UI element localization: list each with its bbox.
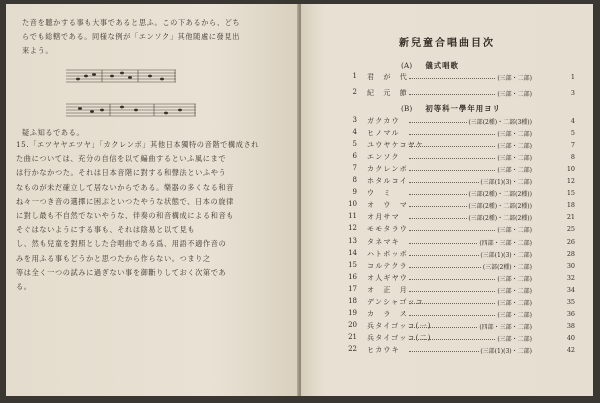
toc-item <box>301 152 593 165</box>
toc-item-number: 13 <box>348 236 357 245</box>
music-staff-1 <box>66 66 176 88</box>
toc-item-parts: (三部・二部) <box>497 167 532 175</box>
toc-item-number: 20 <box>348 320 357 329</box>
toc-item-number: 10 <box>348 200 357 209</box>
text-line: ね々一つき音の選擇に困ぷといつたやうな状態で、日本の旋律 <box>16 196 234 206</box>
text-line: そぐはないようにする事も、それは陰易と以て見も <box>16 225 196 235</box>
toc-item-parts: (四部・三部・二部) <box>479 239 532 247</box>
toc-item-number: 14 <box>348 248 357 257</box>
toc-item <box>301 273 593 286</box>
toc-item-parts: (三部(2種)・二部(2種)) <box>468 191 532 199</box>
toc-item-number: 17 <box>348 284 357 293</box>
toc-item-page: 30 <box>566 261 575 270</box>
toc-item <box>301 333 593 346</box>
toc-item <box>301 309 593 322</box>
toc-item-parts: (三部(1)(3)・二部) <box>480 251 532 259</box>
text-line: 等は全く一つの試みに過ぎない事を御斷りしておく次第であ <box>16 267 227 277</box>
toc-item-parts: (三部・二部) <box>497 299 532 307</box>
toc-item-page: 1 <box>570 73 575 81</box>
toc-item-parts: (三部・二部) <box>497 131 532 139</box>
toc-item-parts: (三部・二部) <box>497 91 532 98</box>
toc-item-number: 16 <box>348 272 357 281</box>
toc-item-parts: (三部(1)(3)・二部) <box>480 179 532 187</box>
toc-item-parts: (三部(2種)・二部) <box>482 263 532 271</box>
section-a-heading <box>401 60 459 71</box>
toc-item <box>301 200 593 213</box>
left-page <box>6 4 299 396</box>
text-line: 來よう。 <box>22 46 54 56</box>
text-line: し、然も兒童を對照とした合唱曲である爲、用語不適作音の <box>16 239 227 249</box>
text-line: みを用ふる事もどうかと思つたから作らない。つまり之 <box>16 253 211 263</box>
toc-item-title: ハトボッボ <box>367 249 408 258</box>
toc-item-number: 4 <box>352 128 357 137</box>
text-line: 15.「エツヤヤエツヤ」「カクレンボ」其他日本獨特の音階で構成され <box>16 140 260 149</box>
toc-item-page: 28 <box>566 249 575 258</box>
toc-item <box>301 249 593 262</box>
toc-item-page: 8 <box>570 153 575 162</box>
toc-item <box>301 224 593 237</box>
staff-caption: 疑ふ知るである。 <box>22 128 85 137</box>
text-line: らでも総轄である。同様な例が「エンソク」其他随處に發見出 <box>22 32 240 42</box>
toc-item-page: 32 <box>566 273 575 282</box>
toc-item-parts: (三部・二部) <box>497 275 532 283</box>
toc-item-title: オ ウ マ <box>367 201 408 210</box>
toc-item-page: 21 <box>566 213 575 222</box>
toc-item-title: オ 正 月 <box>367 285 408 294</box>
toc-item-parts: (三部(2種)・二部(3種)) <box>468 119 532 126</box>
toc-item-title: デンシャゴッコ <box>367 297 424 306</box>
toc-item-parts: (三部・二部) <box>497 155 532 163</box>
toc-item-title: 紀 元 節 <box>367 89 408 97</box>
toc-item-parts: (三部・二部) <box>497 75 532 82</box>
toc-item-number: 3 <box>352 116 357 124</box>
toc-item-page: 4 <box>570 117 575 125</box>
toc-item <box>301 164 593 177</box>
toc-item-title: ガクカウ <box>367 117 400 125</box>
toc-item-number: 2 <box>352 88 357 96</box>
toc-item-page: 5 <box>570 129 575 138</box>
toc-item-title: ユウヤケコヤケ <box>367 141 425 150</box>
toc-item-title: 兵タイゴッコ(二) <box>367 333 432 342</box>
toc-item-parts: (三部・二部) <box>497 143 532 151</box>
toc-item-number: 22 <box>348 344 357 353</box>
toc-item <box>301 345 593 358</box>
text-line: た音を聴かする事も大事であると思ふ。この下あるから、どち <box>22 18 241 27</box>
music-staff-2 <box>66 100 196 122</box>
toc-item-page: 15 <box>566 189 575 198</box>
toc-item-parts: (四部・三部・二部) <box>479 323 532 331</box>
toc-item-parts: (三部(1)(3)・二部) <box>480 347 532 355</box>
toc-item-number: 1 <box>352 72 357 80</box>
toc-item-page: 40 <box>566 333 575 342</box>
right-page <box>301 4 593 396</box>
toc-item-parts: (三部・二部) <box>497 227 532 235</box>
toc-item-title: モモタラウ <box>367 225 408 234</box>
toc-item-page: 18 <box>566 201 575 210</box>
toc-item-title: カクレンボ <box>367 165 408 174</box>
toc-item <box>301 188 593 201</box>
toc-item-page: 26 <box>566 237 575 246</box>
text-line: は行かなかつた。それは日本音階に對する和聲法といふやう <box>16 168 227 178</box>
toc-item <box>301 72 593 85</box>
toc-item <box>301 297 593 310</box>
toc-item <box>301 285 593 298</box>
toc-item-page: 12 <box>566 177 575 186</box>
toc-item-number: 15 <box>348 260 357 269</box>
section-a-title: 儀式唱歌 <box>425 61 459 70</box>
toc-item <box>301 212 593 225</box>
toc-item <box>301 116 593 129</box>
toc-item <box>301 128 593 141</box>
toc-item-number: 8 <box>352 176 357 185</box>
toc-item-page: 7 <box>570 141 575 150</box>
section-a-label: (A) <box>401 61 413 70</box>
toc-item <box>301 140 593 153</box>
text-line: なものが未だ確立して居ないからである。樂器の多くなる和音 <box>16 182 234 192</box>
toc-item <box>301 321 593 334</box>
toc-item-number: 19 <box>348 308 357 317</box>
toc-item-parts: (三部(2種)・二部(2種)) <box>468 203 532 211</box>
toc-item-number: 11 <box>348 212 357 221</box>
toc-item-parts: (三部・二部) <box>497 287 532 295</box>
text-line: に對し最も不自然でないやうな、伴奏の和音構成による和音も <box>16 211 235 220</box>
text-line: る。 <box>16 282 32 291</box>
toc-item-page: 35 <box>566 297 575 306</box>
toc-item-title: エンソク <box>367 153 400 162</box>
toc-item-number: 7 <box>352 164 357 173</box>
section-b-heading <box>401 103 501 114</box>
toc-item-parts: (三部・二部) <box>497 311 532 319</box>
toc-item-title: ヒノマル <box>367 129 400 138</box>
toc-item-title: オ月サマ <box>367 213 400 222</box>
toc-item <box>301 261 593 274</box>
toc-item-parts: (三部(2種)・二部(2種)) <box>468 215 532 223</box>
toc-item-page: 25 <box>566 225 575 234</box>
toc-item-title: オ人ギヤウ <box>367 273 408 282</box>
toc-title: 新兒童合唱曲目次 <box>399 38 495 49</box>
toc-item-number: 6 <box>352 152 357 161</box>
toc-item-number: 18 <box>348 296 357 305</box>
toc-item-title: ヒカウキ <box>367 345 400 354</box>
toc-item-number: 9 <box>352 188 357 197</box>
toc-item-number: 5 <box>352 140 357 149</box>
toc-item-title: ウ ミ <box>367 189 392 198</box>
toc-item-title: ホタルコイ <box>367 177 408 186</box>
toc-item-title: カ ラ ス <box>367 309 408 318</box>
toc-item-title: コルテクラ <box>367 261 408 270</box>
toc-item-title: 兵タイゴッコ(一) <box>367 321 432 330</box>
toc-item-title: 君 が 代 <box>367 73 408 81</box>
toc-item-page: 36 <box>566 309 575 318</box>
toc-item-number: 12 <box>348 224 357 233</box>
toc-item-page: 42 <box>566 345 575 354</box>
toc-item-number: 21 <box>348 332 357 341</box>
toc-item <box>301 237 593 250</box>
toc-item <box>301 88 593 101</box>
toc-item-page: 10 <box>566 165 575 174</box>
toc-item-page: 3 <box>570 89 575 97</box>
toc-item <box>301 176 593 189</box>
section-b-label: (B) <box>401 104 413 113</box>
toc-item-page: 38 <box>566 321 575 330</box>
section-b-title: 初等科一學年用ヨリ <box>425 104 501 113</box>
toc-item-parts: (三部・二部) <box>497 335 532 343</box>
toc-item-title: タネマキ <box>367 237 400 246</box>
toc-item-page: 34 <box>566 285 575 294</box>
text-line: た曲については、充分の自信を以て編曲するといふ風にまで <box>16 154 227 164</box>
